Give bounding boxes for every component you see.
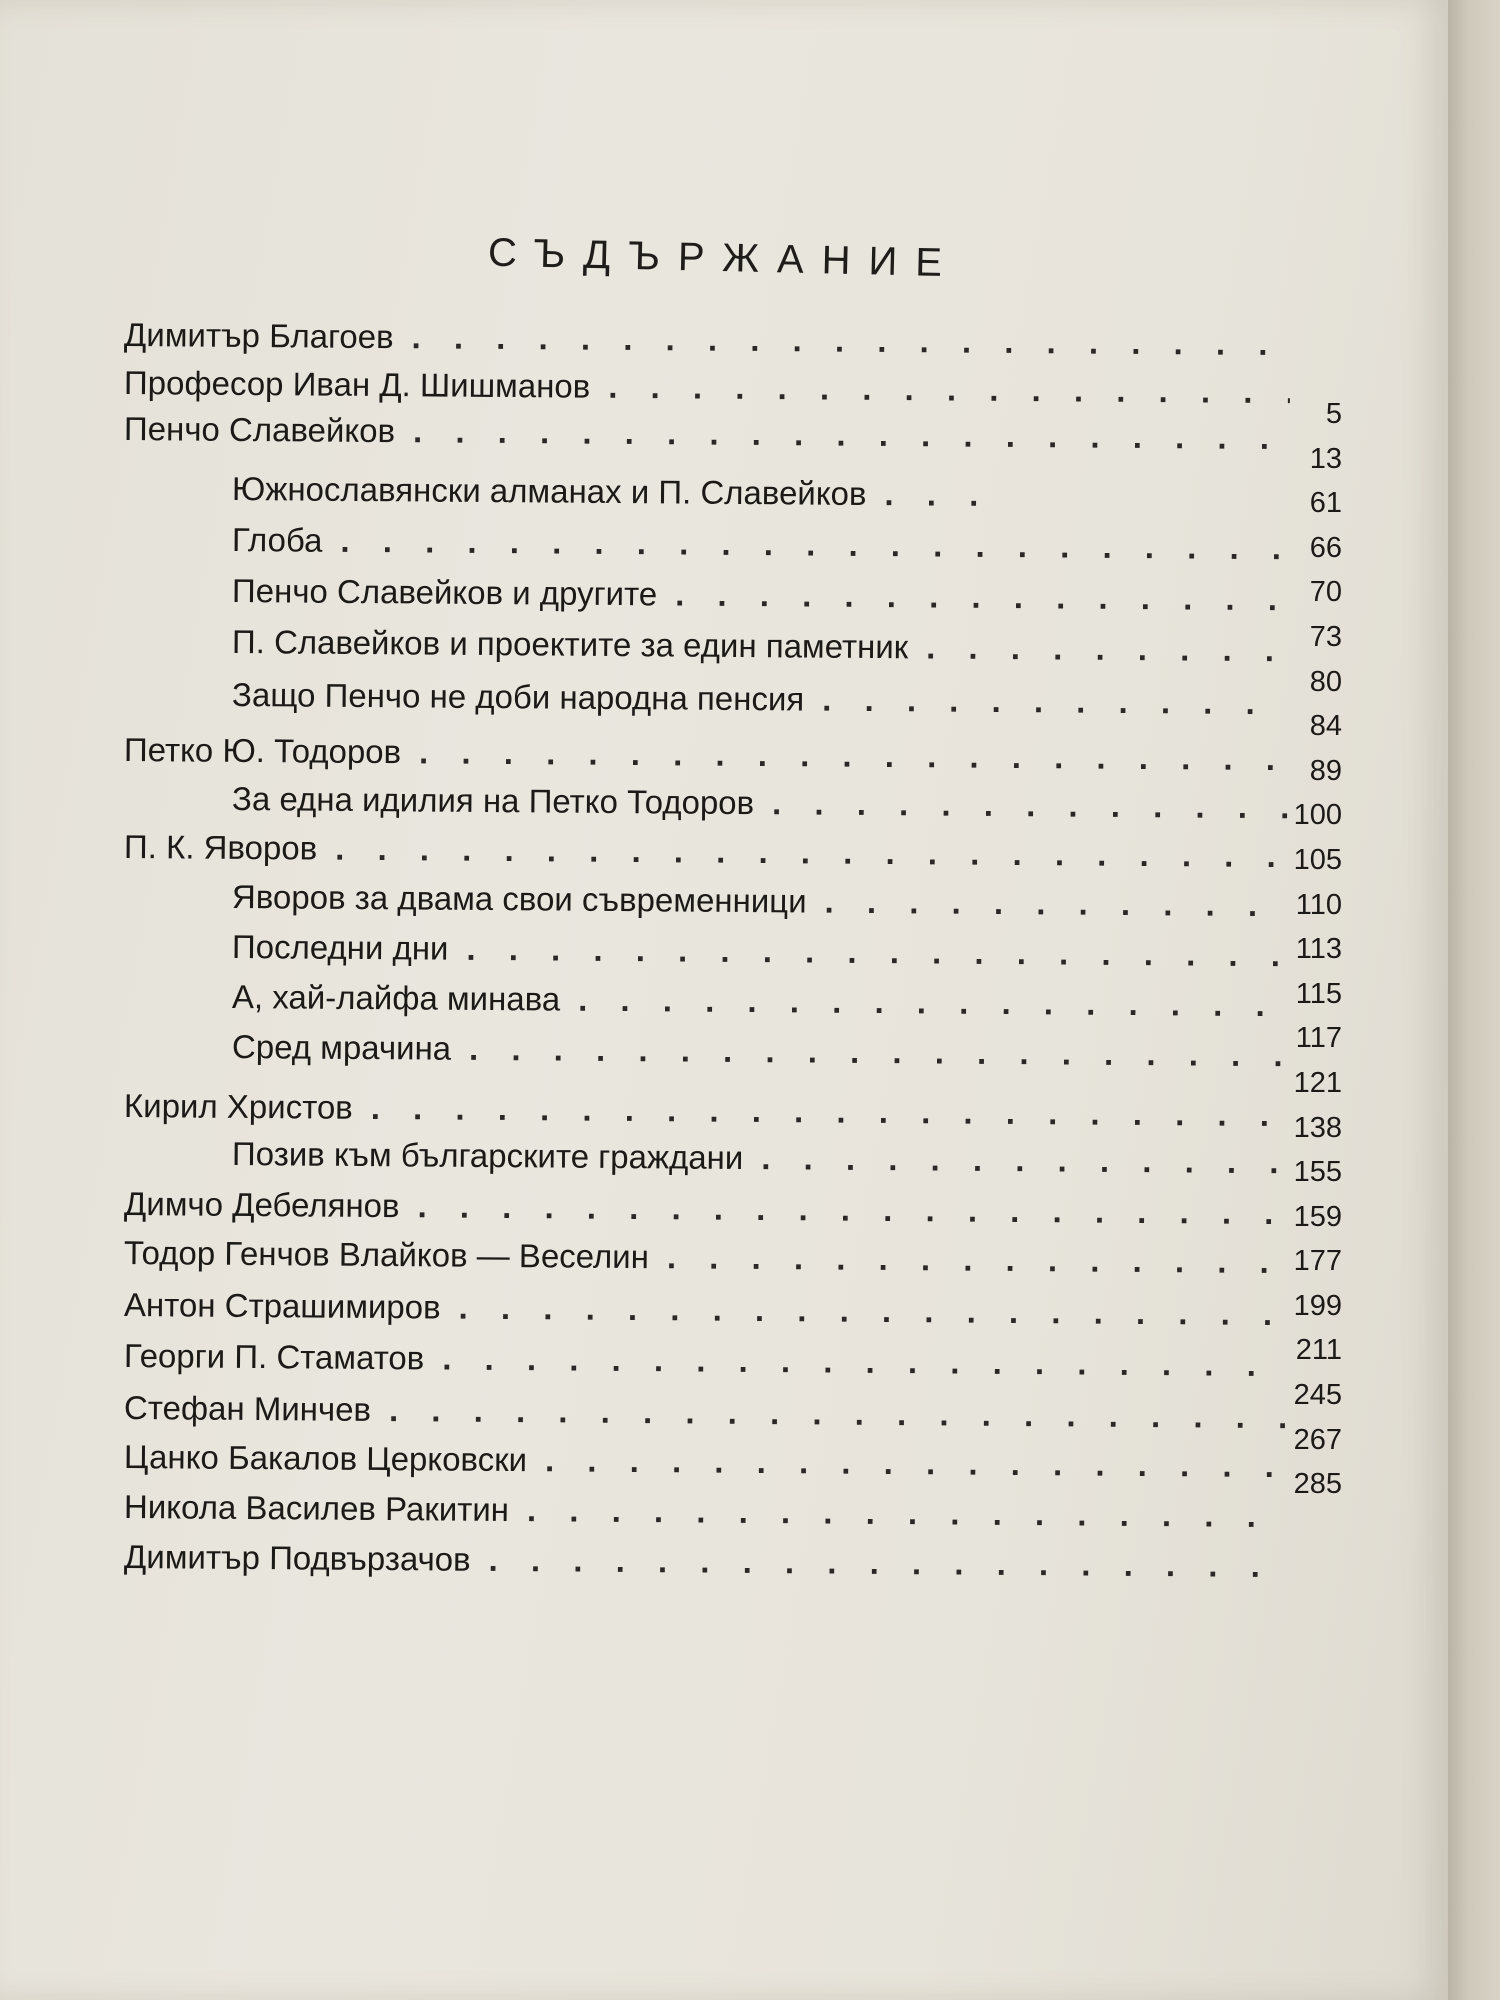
leader-dots xyxy=(608,368,1290,411)
page-number: 80 xyxy=(1309,665,1342,698)
toc-entry xyxy=(124,1389,1290,1436)
leader-dots xyxy=(340,522,1290,567)
leader-dots xyxy=(884,475,1000,514)
toc-entry xyxy=(124,1538,1290,1585)
toc-entry xyxy=(232,1028,1290,1074)
leader-dots xyxy=(926,628,1290,669)
toc-entry-title: Сред мрачина xyxy=(231,1028,452,1067)
page-number: 113 xyxy=(1295,933,1342,966)
page-number: 110 xyxy=(1295,888,1342,921)
page-number: 105 xyxy=(1293,843,1342,876)
page-number: 117 xyxy=(1295,1022,1342,1055)
page-number: 115 xyxy=(1295,977,1342,1010)
toc-entry-title: Южнославянски алманах и П. Славейков xyxy=(231,470,867,512)
toc-entry-title: П. Славейков и проектите за един паметник xyxy=(231,623,909,666)
toc-entry-title: Стефан Минчев xyxy=(123,1389,372,1428)
leader-dots xyxy=(667,1238,1290,1281)
toc-entry xyxy=(124,731,1290,778)
toc-entry-title: Кирил Христов xyxy=(123,1087,353,1126)
toc-entry-title: Защо Пенчо не доби народна пенсия xyxy=(231,676,805,718)
leader-dots xyxy=(527,1491,1290,1535)
toc-entry-title: Последни дни xyxy=(231,928,449,967)
leader-dots xyxy=(417,1187,1290,1232)
leader-dots xyxy=(419,733,1290,778)
page-number: 73 xyxy=(1309,620,1342,653)
page-number: 159 xyxy=(1293,1200,1342,1233)
leader-dots xyxy=(578,981,1290,1025)
toc-entry xyxy=(124,1234,1290,1281)
toc-entry xyxy=(124,1087,1290,1134)
toc-entry xyxy=(124,316,1280,363)
toc-entry-title: Пенчо Славейков и другите xyxy=(231,572,658,613)
page-number: 211 xyxy=(1295,1334,1342,1367)
page-number-column xyxy=(1262,392,1342,1507)
toc-entry-title: Професор Иван Д. Шишманов xyxy=(123,364,591,405)
toc-entry xyxy=(232,521,1290,567)
leader-dots xyxy=(389,1391,1290,1436)
page-number: 13 xyxy=(1309,442,1342,475)
toc-entry-title: Тодор Генчов Влайков — Веселин xyxy=(123,1234,650,1276)
leader-dots xyxy=(442,1340,1290,1385)
toc-entry xyxy=(232,1135,1290,1181)
toc-entry-title: Димитър Благоев xyxy=(123,316,394,356)
page-number: 121 xyxy=(1293,1066,1342,1099)
leader-dots xyxy=(371,1089,1290,1134)
toc-entry xyxy=(124,1438,1290,1485)
page-number: 138 xyxy=(1293,1111,1342,1144)
toc-entry-title: Петко Ю. Тодоров xyxy=(123,731,402,771)
leader-dots xyxy=(458,1289,1290,1334)
toc-entry xyxy=(124,1286,1290,1333)
page-edge xyxy=(1448,0,1500,2000)
page-title: СЪДЪРЖАНИЕ xyxy=(487,230,961,286)
page-number: 285 xyxy=(1293,1468,1342,1501)
leader-dots xyxy=(772,784,1290,826)
page-number: 100 xyxy=(1293,799,1342,832)
toc-entry-title: Яворов за двама свои съвременници xyxy=(231,878,807,920)
toc-entry-title: А, хай-лайфа минава xyxy=(231,978,561,1018)
page-number: 70 xyxy=(1309,576,1342,609)
leader-dots xyxy=(488,1541,1290,1585)
leader-dots xyxy=(469,1030,1290,1074)
toc-entry-title: Цанко Бакалов Церковски xyxy=(123,1438,528,1479)
toc-entry-title: Димчо Дебелянов xyxy=(123,1185,400,1225)
toc-entry xyxy=(124,1185,1290,1232)
page-number: 177 xyxy=(1293,1245,1342,1278)
toc-entry-title: Димитър Подвързачов xyxy=(123,1538,471,1578)
leader-dots xyxy=(335,830,1290,875)
toc-entry xyxy=(232,780,1290,826)
toc-entry-title: Антон Страшимиров xyxy=(123,1286,441,1326)
leader-dots xyxy=(413,412,1290,457)
leader-dots xyxy=(411,318,1280,363)
toc-entry xyxy=(124,364,1290,411)
page-number: 89 xyxy=(1309,754,1342,787)
toc-entry-title: За една идилия на Петко Тодоров xyxy=(231,780,755,822)
page-number: 199 xyxy=(1293,1289,1342,1322)
leader-dots xyxy=(545,1441,1290,1485)
page-number: 155 xyxy=(1293,1156,1342,1189)
toc-entry xyxy=(232,928,1290,974)
page-number: 267 xyxy=(1293,1423,1342,1456)
toc-entry xyxy=(124,828,1290,875)
page-number: 5 xyxy=(1325,398,1342,430)
toc-entry xyxy=(232,572,1290,618)
leader-dots xyxy=(822,681,1290,723)
toc-entry-title: Пенчо Славейков xyxy=(123,410,396,450)
leader-dots xyxy=(761,1139,1290,1181)
toc-entry-title: Глоба xyxy=(231,521,323,559)
leader-dots xyxy=(675,575,1290,618)
toc-entry-title: Георги П. Стаматов xyxy=(123,1337,425,1377)
toc-entry xyxy=(232,978,1290,1024)
toc-entry-title: Никола Василев Ракитин xyxy=(123,1488,510,1529)
toc-entry xyxy=(124,1337,1290,1384)
toc-entry xyxy=(124,1488,1290,1535)
leader-dots xyxy=(466,930,1290,974)
toc-entry xyxy=(232,676,1290,722)
toc-entry-title: П. К. Яворов xyxy=(123,828,318,867)
toc-entry xyxy=(232,623,1290,669)
page-number: 84 xyxy=(1309,710,1342,743)
toc-entry xyxy=(124,410,1290,457)
page-number: 245 xyxy=(1293,1379,1342,1412)
page-number: 61 xyxy=(1309,487,1342,520)
toc-entry xyxy=(232,470,1000,514)
toc-entry-title: Позив към българските граждани xyxy=(231,1135,744,1177)
page-number: 66 xyxy=(1309,531,1342,564)
toc-entry xyxy=(232,878,1290,924)
leader-dots xyxy=(824,883,1290,925)
